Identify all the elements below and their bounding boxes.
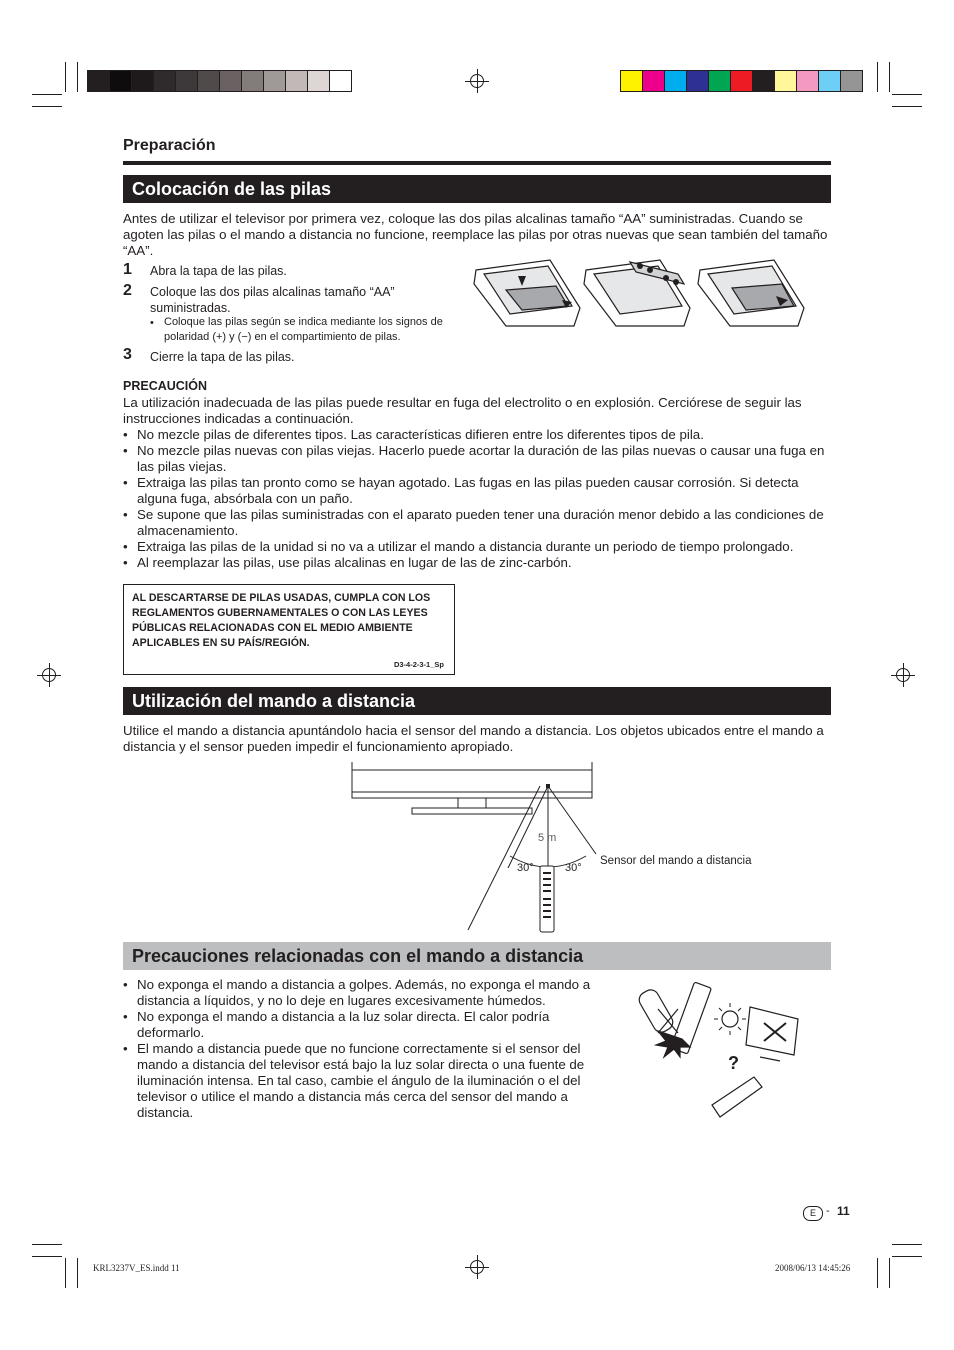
step-text: Coloque las dos pilas alcalinas tamaño “AA” suministradas.	[150, 285, 395, 315]
color-swatch	[307, 70, 330, 92]
caution-title: PRECAUCIÓN	[123, 379, 208, 393]
list-item: • No exponga el mando a distancia a la luz solar directa. El calor podría deformarlo.	[123, 1009, 620, 1041]
color-swatch	[664, 70, 687, 92]
disposal-warning-code: D3-4-2-3-1_Sp	[393, 660, 444, 669]
step-text: Abra la tapa de las pilas.	[150, 264, 287, 278]
step-text: Cierre la tapa de las pilas.	[150, 350, 295, 364]
footer-file: KRL3237V_ES.indd 11	[93, 1263, 180, 1273]
color-swatch	[620, 70, 643, 92]
list-item: • Extraiga las pilas de la unidad si no va a utilizar el mando a distancia durante un periodo de tiempo prolongado.	[123, 539, 831, 555]
step-number: 2	[123, 282, 132, 299]
sensor-label: Sensor del mando a distancia	[600, 855, 752, 867]
color-swatch	[730, 70, 753, 92]
registration-mark-icon	[470, 74, 484, 88]
list-item: • No exponga el mando a distancia a golpes. Además, no exponga el mando a distancia a líquidos, y no lo deje en lugares excesivamente húmedos.	[123, 977, 620, 1009]
color-swatch	[329, 70, 352, 92]
disposal-warning-text: AL DESCARTARSE DE PILAS USADAS, CUMPLA CON LOS REGLAMENTOS GUBERNAMENTALES O CON LAS LEYES PÚBLICAS RELACIONADAS CON EL MEDIO AMBIENTE APLICABLES EN SU PAÍS/REGIÓN.	[132, 592, 431, 649]
caution-list	[123, 427, 831, 571]
remote-range-diagram	[350, 760, 600, 940]
color-swatch	[840, 70, 863, 92]
list-item: • Al reemplazar las pilas, use pilas alcalinas en lugar de las de zinc-carbón.	[123, 555, 831, 571]
color-swatch	[796, 70, 819, 92]
list-item: • El mando a distancia puede que no funcione correctamente si el sensor del mando a distancia del televisor está bajo la luz solar directa o una fuente de iluminación intensa. En tal caso, cambie el ángulo de la iluminación o el del televisor o utilice el mando a distancia más cerca del sensor del mando a distancia.	[123, 1041, 620, 1121]
step-number: 1	[123, 261, 132, 278]
angle-left-label: 30°	[517, 862, 534, 874]
color-swatch	[818, 70, 841, 92]
color-swatch	[285, 70, 308, 92]
remote-handling-illustration	[638, 975, 838, 1139]
color-swatch	[241, 70, 264, 92]
usage-text: Utilice el mando a distancia apuntándolo hacia el sensor del mando a distancia. Los objetos ubicados entre el mando a distancia y el sensor pueden impedir el funcionamiento apropiado.	[123, 723, 824, 754]
footer-timestamp: 2008/06/13 14:45:26	[775, 1263, 851, 1273]
caution-intro: La utilización inadecuada de las pilas puede resultar en fuga del electrolito o en explosión. Cerciórese de seguir las instrucciones indicadas a continuación.	[123, 395, 802, 426]
color-swatch	[686, 70, 709, 92]
battery-steps-illustration	[470, 256, 810, 332]
language-badge: E	[803, 1206, 823, 1221]
angle-right-label: 30°	[565, 862, 582, 874]
color-swatch	[263, 70, 286, 92]
step-note-bullet: •	[150, 317, 154, 329]
step-note: Coloque las pilas según se indica mediante los signos de polaridad (+) y (−) en el compartimiento de pilas.	[164, 316, 443, 343]
color-swatch	[87, 70, 110, 92]
usage-title: Utilización del mando a distancia	[123, 687, 831, 715]
list-item: • No mezcle pilas de diferentes tipos. Las características difieren entre los diferentes tipos de pila.	[123, 427, 831, 443]
page-dash: -	[826, 1205, 830, 1217]
header-rule	[123, 161, 831, 165]
precautions-list	[123, 977, 620, 1121]
list-item: • No mezcle pilas nuevas con pilas viejas. Hacerlo puede acortar la duración de las pilas nuevas o causar una fuga en las pilas viejas.	[123, 443, 831, 475]
color-swatch	[153, 70, 176, 92]
step-number: 3	[123, 346, 132, 363]
color-swatch	[175, 70, 198, 92]
svg-text:?: ?	[728, 1053, 739, 1073]
color-swatch	[752, 70, 775, 92]
list-item: • Se supone que las pilas suministradas con el aparato pueden tener una duración menor debido a las condiciones de almacenamiento.	[123, 507, 831, 539]
disposal-warning-box	[123, 584, 455, 675]
distance-label: 5 m	[538, 832, 557, 844]
batteries-title: Colocación de las pilas	[123, 175, 831, 203]
color-swatch	[642, 70, 665, 92]
color-swatch	[197, 70, 220, 92]
color-swatch	[131, 70, 154, 92]
registration-mark-icon	[896, 668, 910, 682]
precautions-title: Precauciones relacionadas con el mando a distancia	[123, 942, 831, 970]
batteries-intro: Antes de utilizar el televisor por primera vez, coloque las dos pilas alcalinas tamaño “AA” suministradas. Cuando se agoten las pilas o el mando a distancia no funcione, reemplace las pilas por otras nuevas que sean también del tamaño “AA”.	[123, 211, 828, 258]
color-swatch	[219, 70, 242, 92]
registration-mark-icon	[42, 668, 56, 682]
list-item: • Extraiga las pilas tan pronto como se hayan agotado. Las fugas en las pilas pueden causar corrosión. Si detecta alguna fuga, absórbala con un paño.	[123, 475, 831, 507]
color-swatch	[109, 70, 132, 92]
registration-mark-icon	[470, 1260, 484, 1274]
section-header: Preparación	[123, 137, 216, 154]
page-number: 11	[837, 1204, 850, 1218]
color-swatch	[708, 70, 731, 92]
color-swatch	[774, 70, 797, 92]
